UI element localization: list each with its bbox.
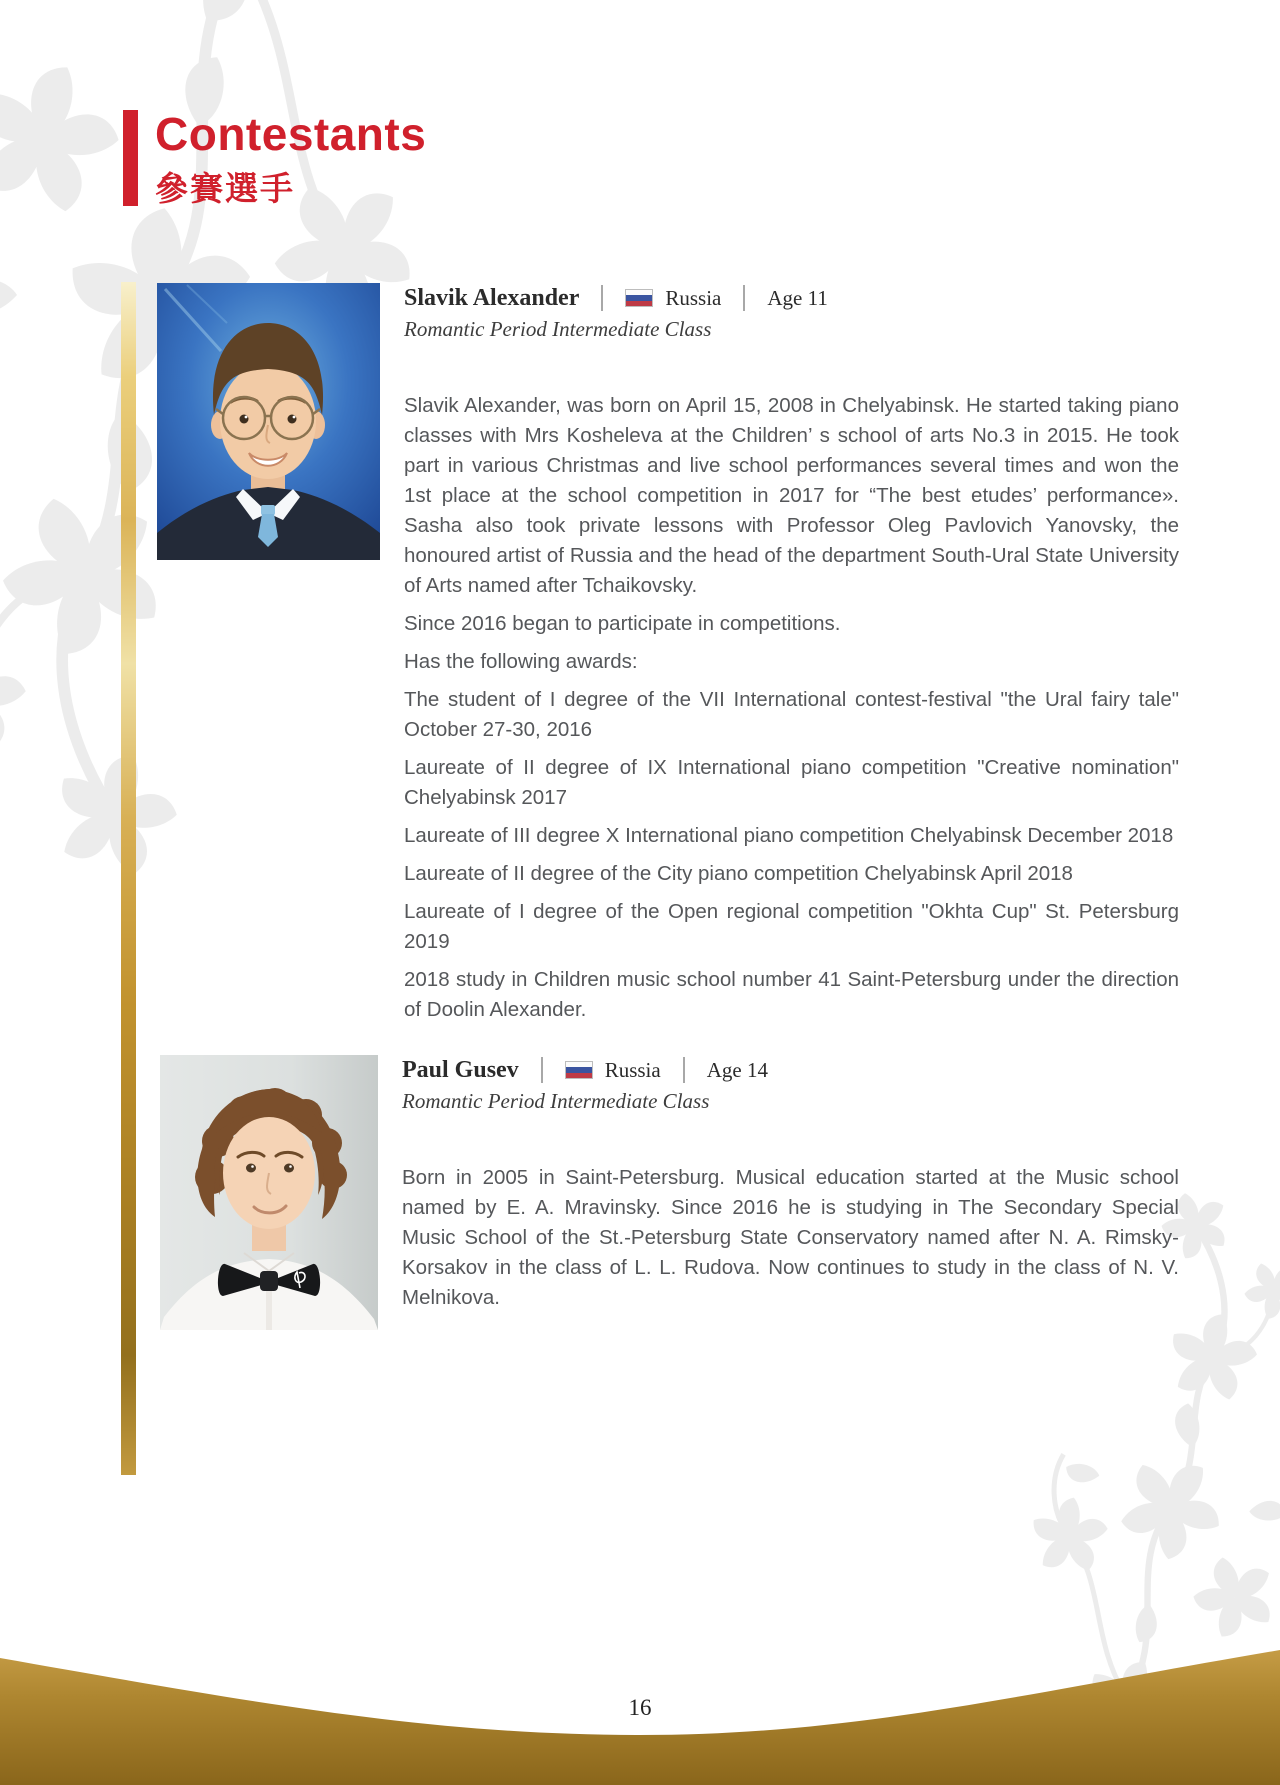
bio-paragraph: Slavik Alexander, was born on April 15, 2008 in Chelyabinsk. He started taking piano classes with Mrs Kosheleva at the Children’ s school of arts No.3 in 2015. He took part in various Christmas and live school performances several times and won the 1st place at the school competition in 2017 for “The best etudes’ performance». Sasha also took private lessons with Professor Oleg Pavlovich Yanovsky, the honoured artist of Russia and the head of the department South-Ural State University of Arts named after Tchaikovsky. bbox=[404, 394, 1179, 597]
divider bbox=[541, 1057, 543, 1083]
contestant-info-2 bbox=[402, 1055, 1179, 1330]
page-number: 16 bbox=[628, 1695, 652, 1720]
contestant-photo-2 bbox=[160, 1055, 378, 1330]
portrait-boy-bowtie bbox=[160, 1055, 378, 1330]
bio-paragraph: The student of I degree of the VII International contest-festival "the Ural fairy tale" October 27-30, 2016 bbox=[404, 688, 1179, 741]
contestant-bio bbox=[404, 391, 1179, 1025]
contestant-info-1 bbox=[404, 283, 1179, 1025]
contestant-name-row bbox=[402, 1055, 1179, 1085]
page-title: Contestants bbox=[155, 108, 427, 160]
title-block bbox=[155, 110, 426, 210]
contestant-age: Age 11 bbox=[767, 285, 828, 310]
bio-paragraph: Has the following awards: bbox=[404, 650, 638, 673]
bio-paragraph: Laureate of II degree of IX International piano competition "Creative nomination" Chelyabinsk 2017 bbox=[404, 756, 1179, 809]
bio-paragraph: Born in 2005 in Saint-Petersburg. Musical education started at the Music school named by E. A. Mravinsky. Since 2016 he is studying in The Secondary Special Music School of the St.-Petersburg State Conservatory named after N. A. Rimsky-Korsakov in the class of L. L. Rudova. Now continues to study in the class of N. V. Melnikova. bbox=[402, 1166, 1179, 1309]
russia-flag-icon bbox=[565, 1061, 593, 1079]
contestant-card-2 bbox=[160, 1055, 1179, 1330]
red-accent-bar bbox=[123, 110, 138, 206]
contestant-bio bbox=[402, 1163, 1179, 1313]
contestant-class: Romantic Period Intermediate Class bbox=[402, 1089, 710, 1113]
gold-accent-bar bbox=[121, 282, 136, 1475]
divider bbox=[601, 285, 603, 311]
contestant-card-1 bbox=[157, 283, 1179, 1025]
bio-paragraph: Since 2016 began to participate in competitions. bbox=[404, 612, 841, 635]
contestant-name-row bbox=[404, 283, 1179, 313]
contestant-class: Romantic Period Intermediate Class bbox=[404, 317, 712, 341]
bio-paragraph: Laureate of I degree of the Open regional competition "Okhta Cup" St. Petersburg 2019 bbox=[404, 900, 1179, 953]
divider bbox=[683, 1057, 685, 1083]
contestant-name: Paul Gusev bbox=[402, 1056, 519, 1083]
bio-paragraph: 2018 study in Children music school number 41 Saint-Petersburg under the direction of Doolin Alexander. bbox=[404, 968, 1179, 1021]
bio-paragraph: Laureate of III degree X International piano competition Chelyabinsk December 2018 bbox=[404, 824, 1174, 847]
contestant-name: Slavik Alexander bbox=[404, 284, 580, 311]
divider bbox=[743, 285, 745, 311]
contestant-country: Russia bbox=[604, 1057, 661, 1082]
contestant-age: Age 14 bbox=[706, 1057, 768, 1082]
contestant-country: Russia bbox=[665, 285, 722, 310]
page-title-chinese: 參賽選手 bbox=[155, 168, 295, 208]
portrait-boy-glasses bbox=[157, 283, 380, 560]
contestant-photo-1 bbox=[157, 283, 380, 560]
bio-paragraph: Laureate of II degree of the City piano competition Chelyabinsk April 2018 bbox=[404, 862, 1073, 885]
page-header bbox=[123, 110, 426, 210]
russia-flag-icon bbox=[625, 289, 653, 307]
